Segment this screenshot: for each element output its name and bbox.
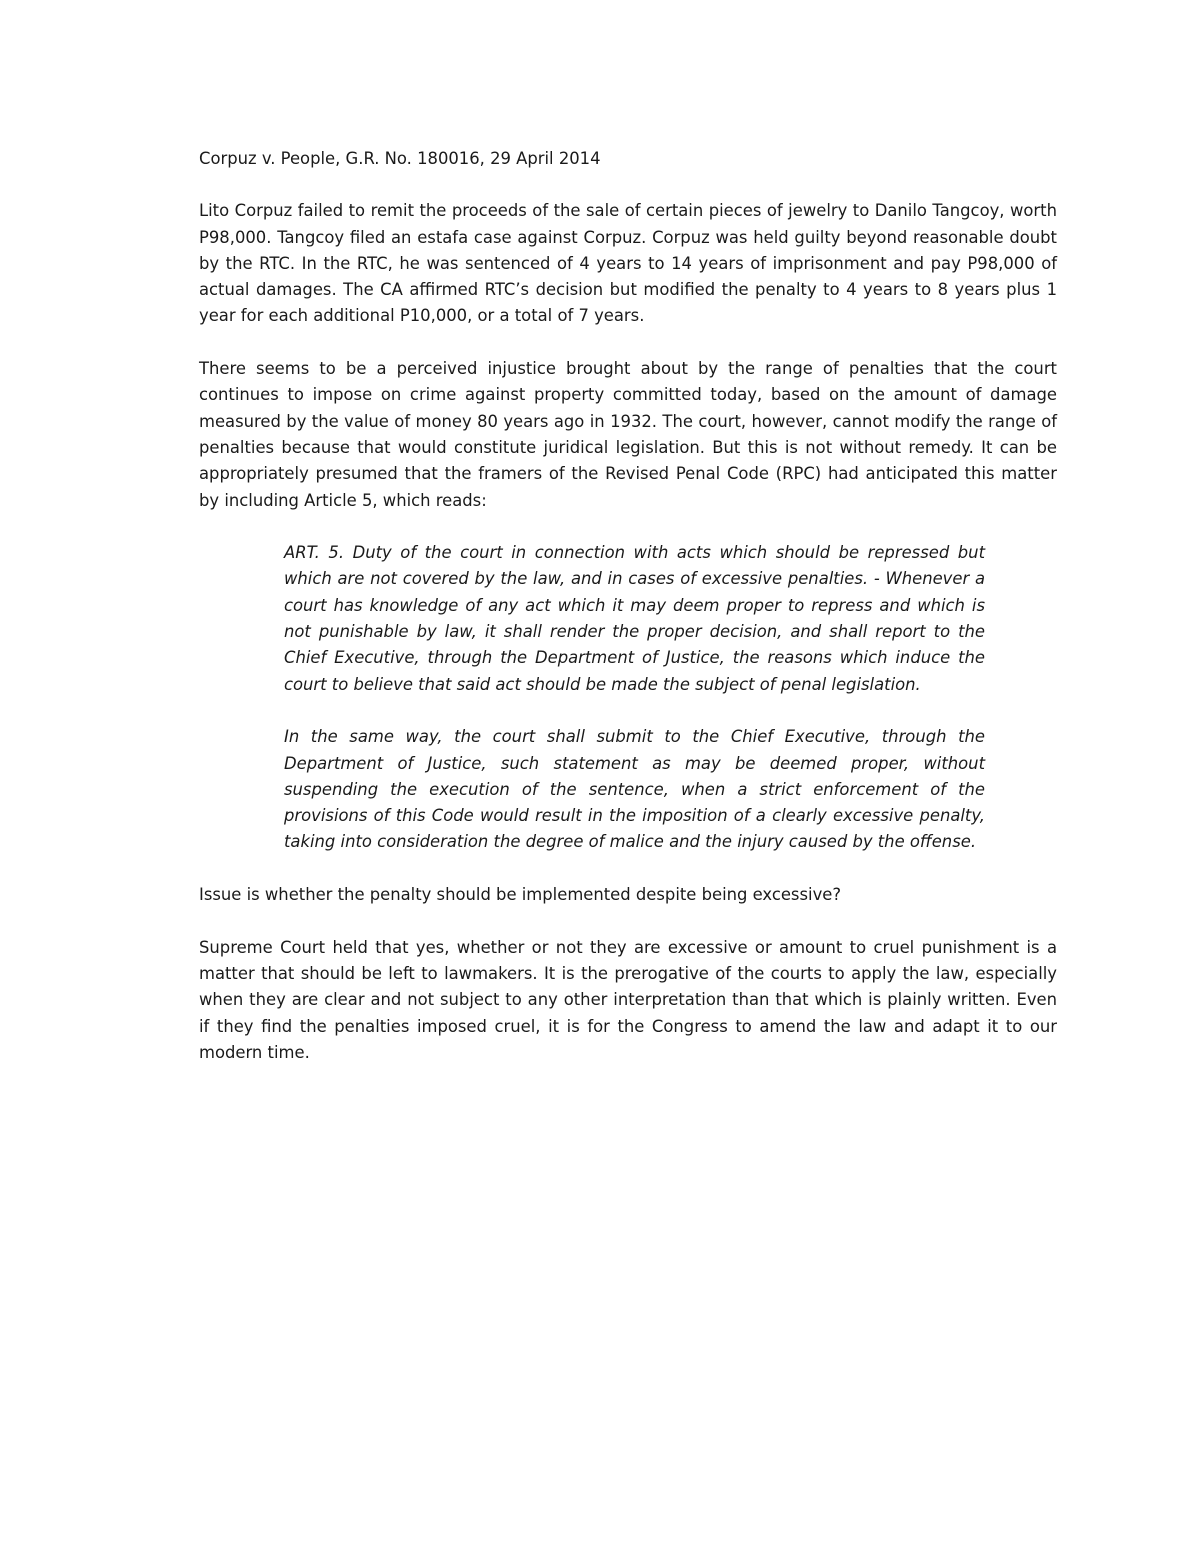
document-body [199,146,1057,1092]
article-5-quote-second: In the same way, the court shall submit to the Chief Executive, through the Department of Justice, such statement as may be deemed proper, without suspending the execution of the sentence, when a strict enforcement of the provisions of this Code would result in the imposition of a clearly excessive penalty, taking into consideration the degree of malice and the injury caused by the offense. [284,727,985,852]
article-5-quote-first: ART. 5. Duty of the court in connection with acts which should be repressed but which are not covered by the law, and in cases of excessive penalties. - Whenever a court has knowledge of any act which it may deem proper to repress and which is not punishable by law, it shall render the proper decision, and shall report to the Chief Executive, through the Department of Justice, the reasons which induce the court to believe that said act should be made the subject of penal legislation. [284,543,985,694]
facts-paragraph: Lito Corpuz failed to remit the proceeds of the sale of certain pieces of jewelry to Danilo Tangcoy, worth P98,000. Tangcoy filed an estafa case against Corpuz. Corpuz was held guilty beyond reasonable doubt by the RTC. In the RTC, he was sentenced of 4 years to 14 years of imprisonment and pay P98,000 of actual damages. The CA affirmed RTC’s decision but modified the penalty to 4 years to 8 years plus 1 year for each additional P10,000, or a total of 7 years. [199,201,1057,326]
discussion-paragraph: There seems to be a perceived injustice brought about by the range of penalties that the court continues to impose on crime against property committed today, based on the amount of damage measured by the value of money 80 years ago in 1932. The court, however, cannot modify the range of penalties because that would constitute juridical legislation. But this is not without remedy. It can be appropriately presumed that the framers of the Revised Penal Code (RPC) had anticipated this matter by including Article 5, which reads: [199,359,1057,510]
holding-paragraph: Supreme Court held that yes, whether or not they are excessive or amount to cruel punishment is a matter that should be left to lawmakers. It is the prerogative of the courts to apply the law, especially when they are clear and not subject to any other interpretation than that which is plainly written. Even if they find the penalties imposed cruel, it is for the Congress to amend the law and adapt it to our modern time. [199,937,1057,1062]
issue-paragraph: Issue is whether the penalty should be implemented despite being excessive? [199,885,842,905]
case-title: Corpuz v. People, G.R. No. 180016, 29 April 2014 [199,149,601,168]
